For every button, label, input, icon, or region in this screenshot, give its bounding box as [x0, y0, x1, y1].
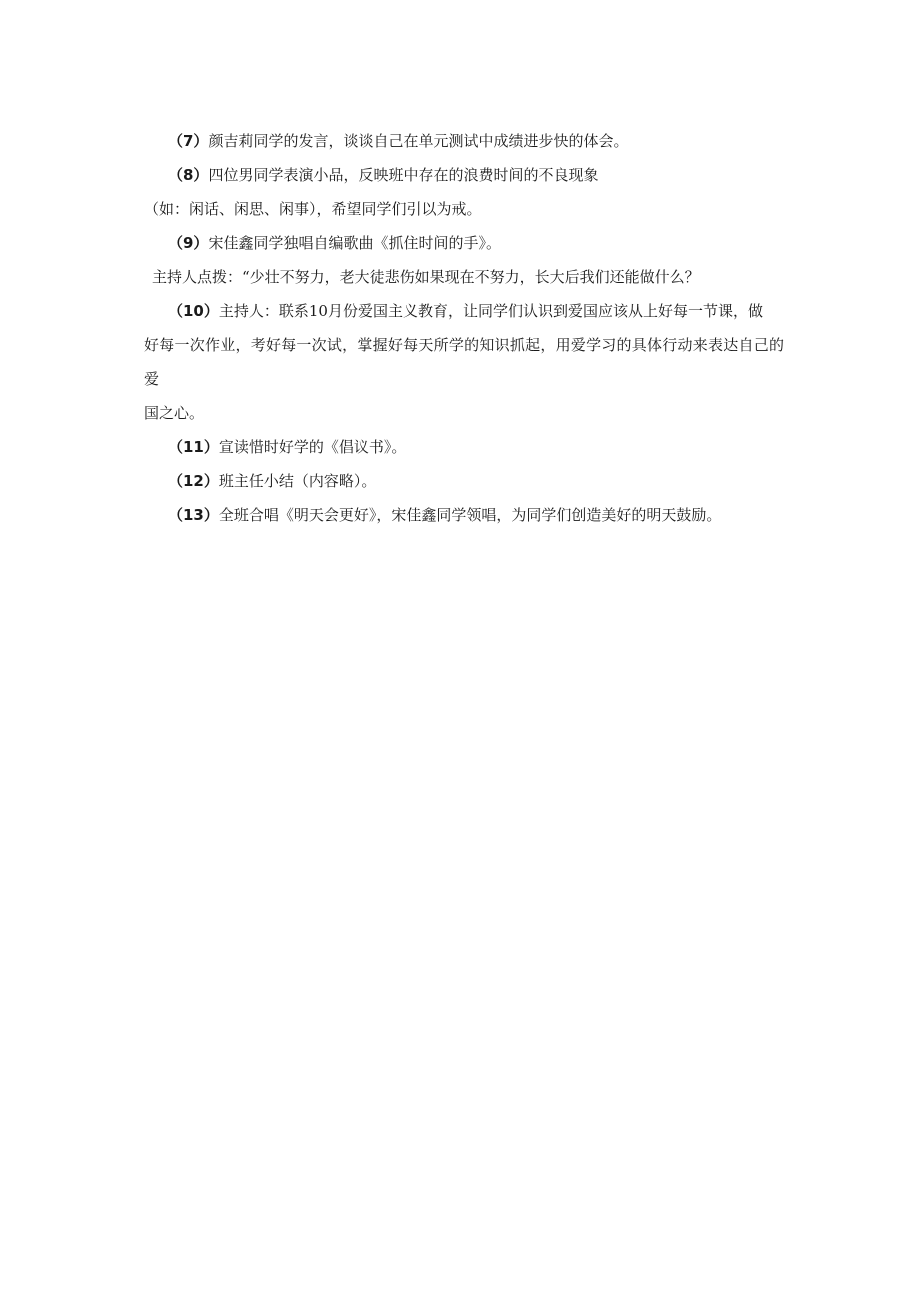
item-number: （8）	[168, 166, 209, 184]
item-text: 颜吉莉同学的发言，谈谈自己在单元测试中成绩进步快的体会。	[208, 132, 629, 150]
item-10-line-2	[144, 328, 784, 396]
item-number: （13）	[168, 506, 219, 524]
item-10-line-1	[144, 294, 784, 328]
item-number: （10）	[168, 302, 219, 320]
item-text: 四位男同学表演小品，反映班中存在的浪费时间的不良现象	[208, 166, 599, 184]
item-text: 好每一次作业，考好每一次试，掌握好每天所学的知识抓起，用爱学习的具体行动来表达自己的爱	[144, 336, 784, 388]
item-number: （7）	[168, 132, 209, 150]
item-text: 全班合唱《明天会更好》，宋佳鑫同学领唱，为同学们创造美好的明天鼓励。	[218, 506, 722, 524]
item-number: （9）	[168, 234, 209, 252]
item-text: 主持人：联系10月份爱国主义教育，让同学们认识到爱国应该从上好每一节课，做	[218, 302, 763, 320]
item-text: （如：闲话、闲思、闲事），希望同学们引以为戒。	[144, 200, 482, 218]
item-number: （12）	[168, 472, 219, 490]
item-10	[144, 294, 784, 430]
item-10-line-3	[144, 396, 784, 430]
item-11	[144, 430, 784, 464]
item-12	[144, 464, 784, 498]
item-9	[144, 226, 784, 260]
item-text: 宋佳鑫同学独唱自编歌曲《抓住时间的手》。	[208, 234, 501, 252]
item-7	[144, 124, 784, 158]
host-comment	[144, 260, 784, 294]
item-8	[144, 158, 784, 192]
item-13	[144, 498, 784, 532]
item-8-continuation	[144, 192, 784, 226]
item-text: 宣读惜时好学的《倡议书》。	[218, 438, 407, 456]
item-number: （11）	[168, 438, 219, 456]
document-body	[144, 124, 784, 532]
host-comment-text: 主持人点拨：“少壮不努力，老大徒悲伤如果现在不努力，长大后我们还能做什么？	[152, 268, 700, 286]
item-text: 国之心。	[144, 404, 205, 422]
item-text: 班主任小结（内容略）。	[218, 472, 377, 490]
